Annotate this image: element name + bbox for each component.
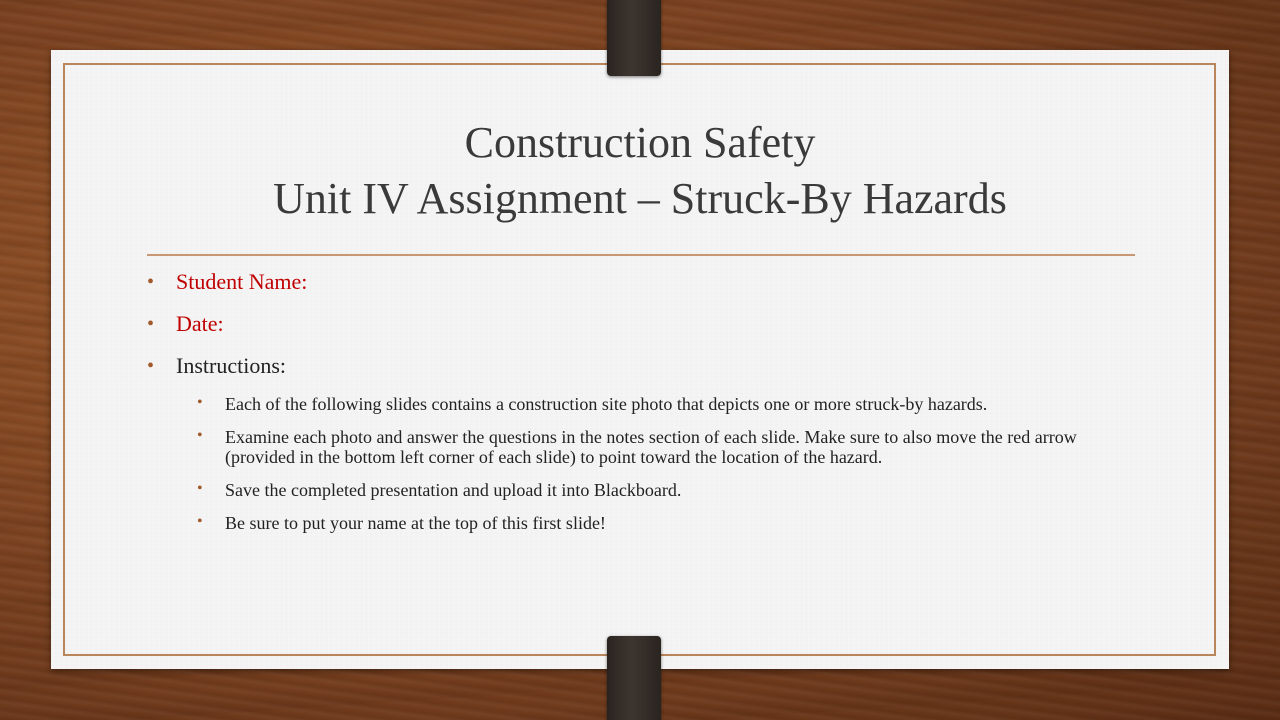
sub-bullet-text: Examine each photo and answer the questions in the notes section of each slide. Make sure to also move the red arrow (provided in the bottom left corner of each slide) to point toward the location of the hazard. — [225, 427, 1077, 467]
sub-bullet — [197, 480, 1107, 500]
slide-body[interactable] — [147, 268, 1107, 546]
bullet-icon: • — [197, 427, 203, 444]
title-line-2: Unit IV Assignment – Struck-By Hazards — [273, 174, 1007, 223]
bottom-strap — [607, 636, 661, 720]
sub-bullet-text: Be sure to put your name at the top of this first slide! — [225, 513, 606, 533]
bullet-label: Date: — [176, 311, 224, 336]
bullet-icon: • — [147, 355, 155, 377]
bullet-icon: • — [197, 394, 203, 411]
bullet-icon: • — [197, 513, 203, 530]
title-line-1: Construction Safety — [464, 118, 816, 167]
top-strap — [607, 0, 661, 76]
slide-title[interactable] — [100, 115, 1180, 227]
sub-bullet — [197, 427, 1107, 467]
sub-bullet — [197, 394, 1107, 414]
bullet-label: Instructions: — [176, 353, 286, 378]
sub-bullet — [197, 513, 1107, 533]
bullet-icon: • — [197, 480, 203, 497]
bullet-student-name — [147, 268, 1107, 296]
sub-bullet-text: Each of the following slides contains a construction site photo that depicts one or more struck-by hazards. — [225, 394, 988, 414]
bullet-icon: • — [147, 271, 155, 293]
bullet-instructions — [147, 352, 1107, 380]
bullet-date — [147, 310, 1107, 338]
bullet-icon: • — [147, 313, 155, 335]
title-divider — [147, 254, 1135, 256]
bullet-label: Student Name: — [176, 269, 308, 294]
sub-bullet-text: Save the completed presentation and upload it into Blackboard. — [225, 480, 682, 500]
